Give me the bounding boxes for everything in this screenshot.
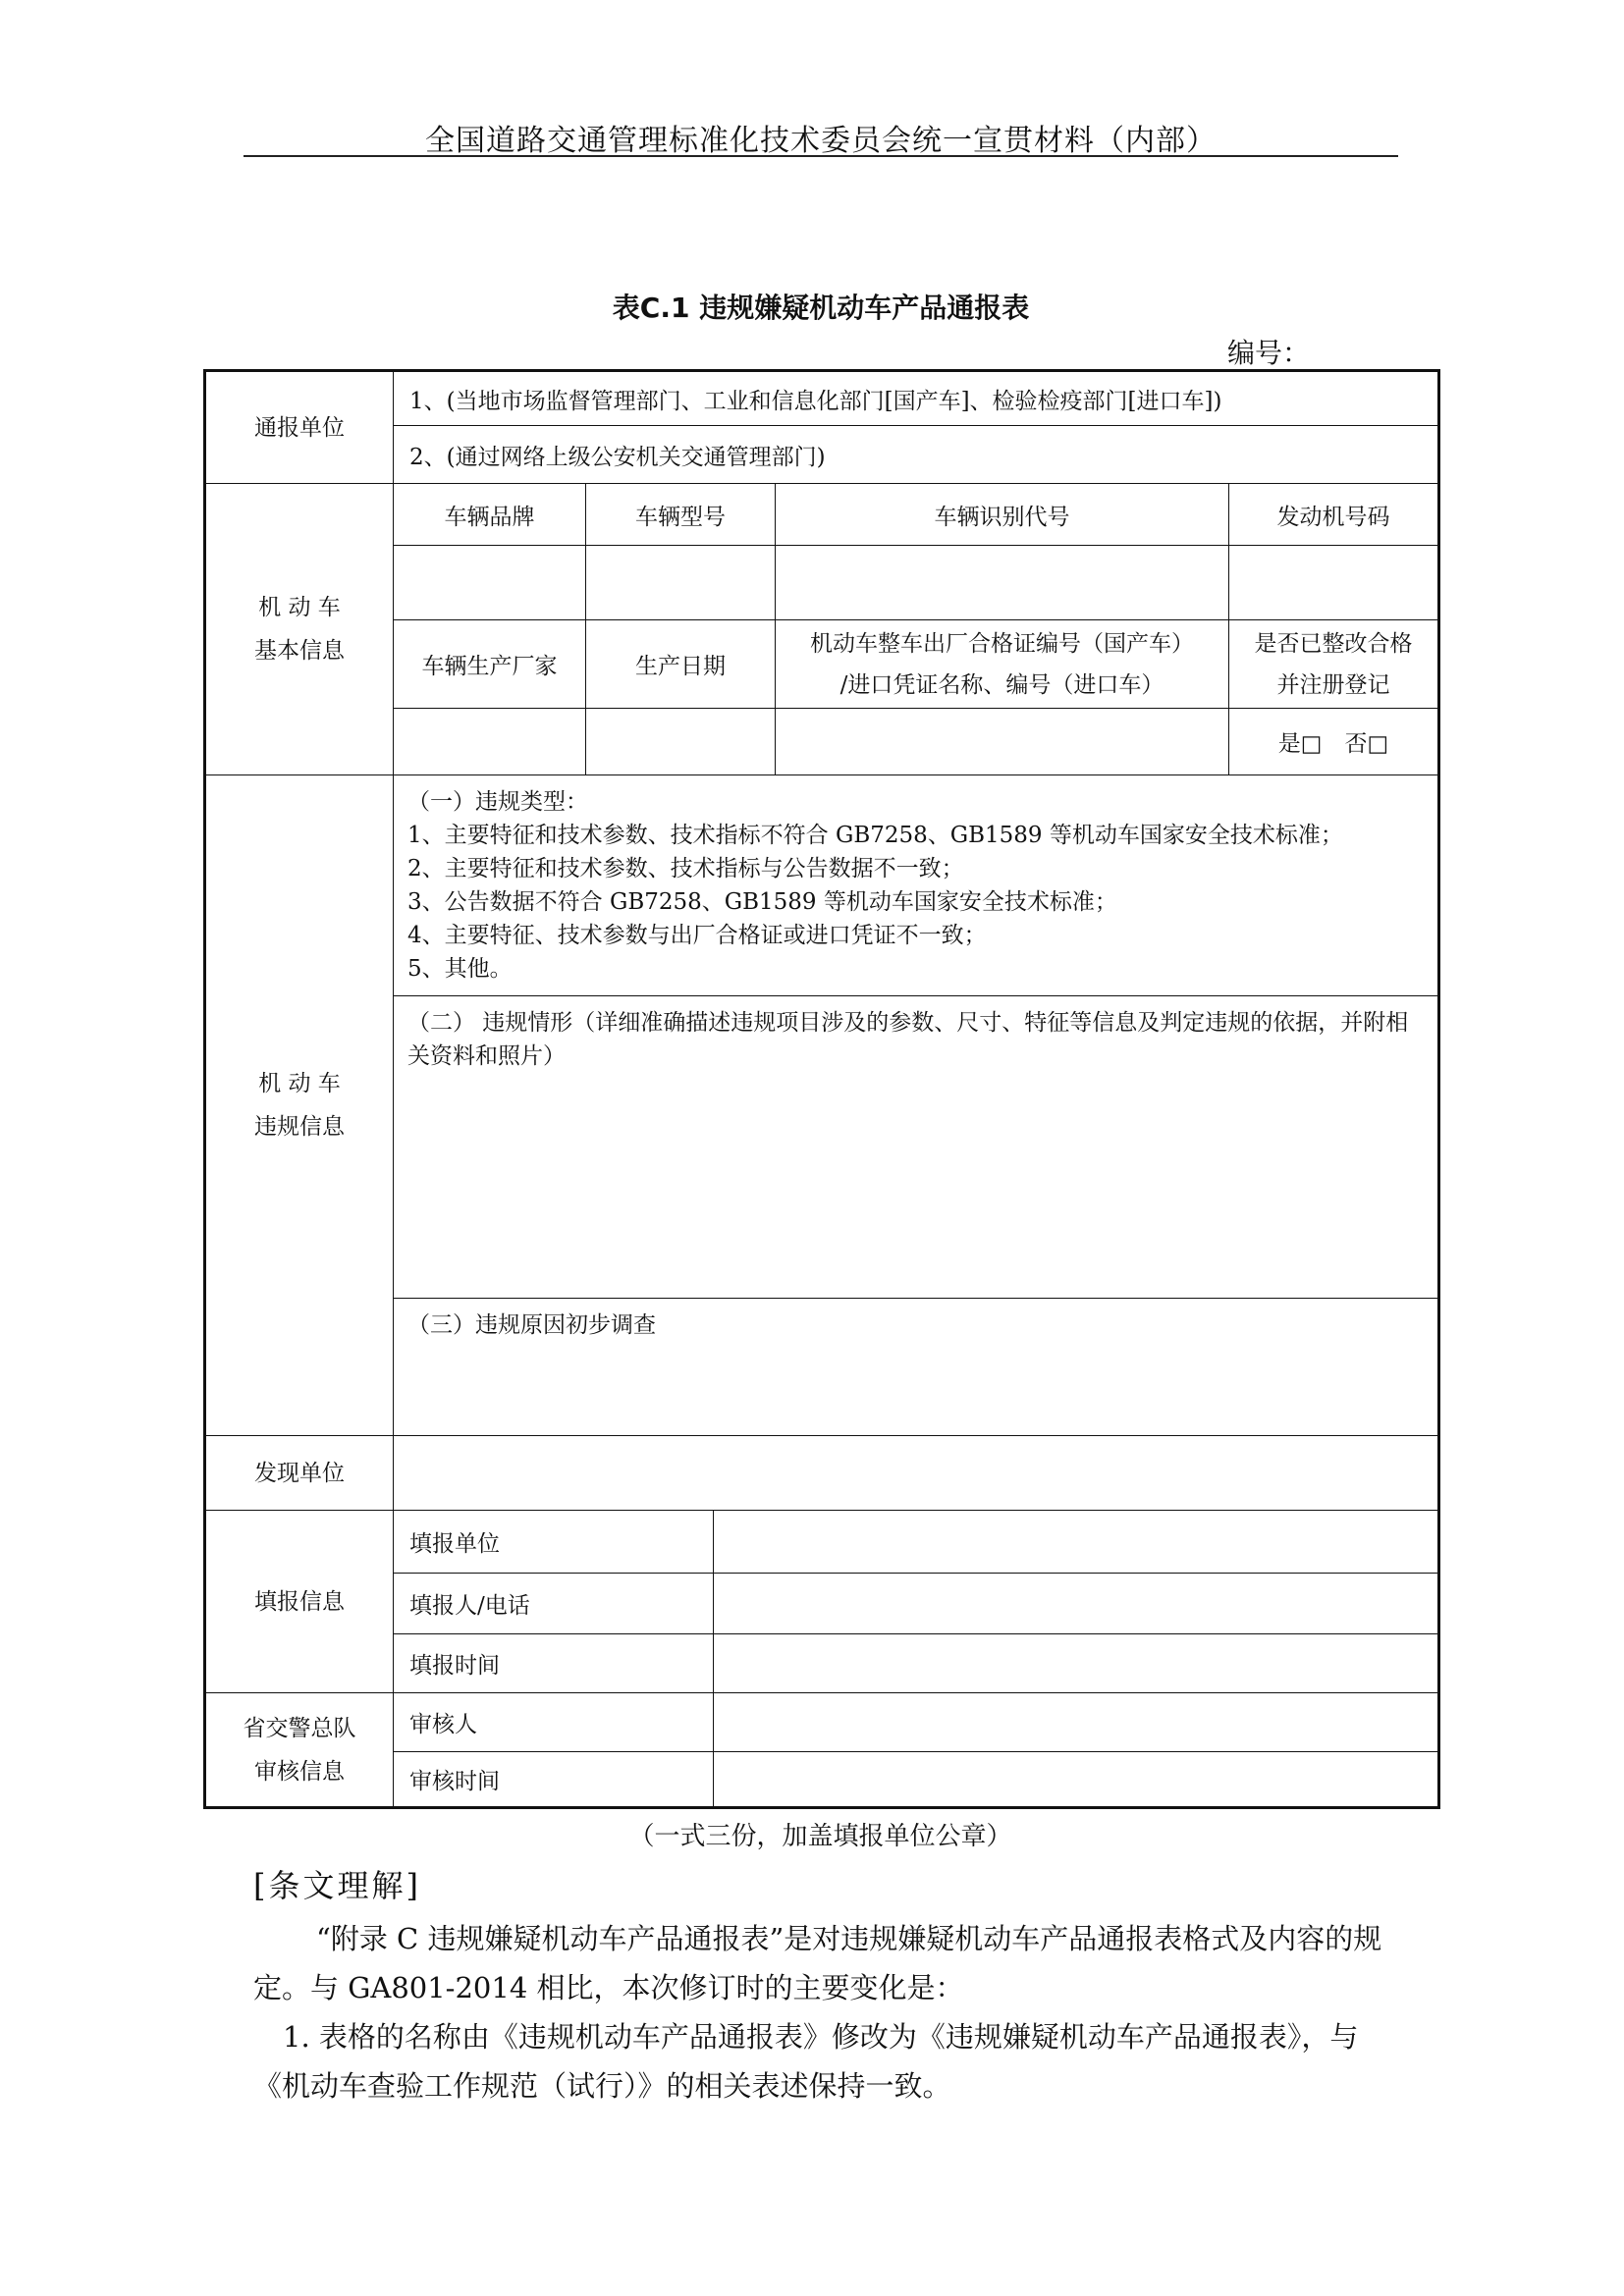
engine-number-cell[interactable] (1229, 546, 1439, 620)
violation-type-2: 2、主要特征和技术参数、技术指标与公告数据不一致； (407, 856, 964, 881)
serial-number-label: 编号： (1227, 337, 1311, 369)
filing-unit-cell[interactable] (714, 1511, 1439, 1574)
header-production-date: 生产日期 (586, 620, 776, 709)
header-certificate (776, 620, 1229, 709)
review-label-line-1: 省交警总队 (243, 1715, 356, 1741)
filing-unit-label: 填报单位 (394, 1511, 714, 1574)
filing-label: 填报信息 (205, 1511, 394, 1693)
rectified-yes-no[interactable]: 是□ 否□ (1229, 709, 1439, 775)
review-time-cell[interactable] (714, 1752, 1439, 1808)
vin-cell[interactable] (776, 546, 1229, 620)
form-footer-note: （一式三份，加盖填报单位公章） (628, 1822, 1012, 1851)
reviewer-label: 审核人 (394, 1693, 714, 1752)
reviewer-cell[interactable] (714, 1693, 1439, 1752)
filing-time-cell[interactable] (714, 1634, 1439, 1693)
filing-person-cell[interactable] (714, 1574, 1439, 1634)
notifier-line-2: 2、(通过网络上级公安机关交通管理部门) (394, 426, 1439, 484)
violation-info-label-line-1: 机 动 车 (258, 1071, 341, 1096)
notification-form-table (203, 369, 1440, 1809)
rectified-line-2: 并注册登记 (1276, 671, 1390, 698)
basic-info-label (205, 484, 394, 775)
discovery-label: 发现单位 (205, 1436, 394, 1511)
basic-info-label-line-1: 机 动 车 (258, 595, 341, 620)
header-vehicle-model: 车辆型号 (586, 484, 776, 546)
running-header: 全国道路交通管理标准化技术委员会统一宣贯材料（内部） (425, 124, 1217, 158)
notifier-line-1: 1、(当地市场监督管理部门、工业和信息化部门[国产车]、检验检疫部门[进口车]) (394, 371, 1439, 426)
filing-person-label: 填报人/电话 (394, 1574, 714, 1634)
violation-type-5: 5、其他。 (407, 956, 513, 982)
production-date-cell[interactable] (586, 709, 776, 775)
interpretation-heading: [条文理解] (253, 1867, 421, 1904)
manufacturer-cell[interactable] (394, 709, 586, 775)
violation-type-1: 1、主要特征和技术参数、技术指标不符合 GB7258、GB1589 等机动车国家安全技术标准； (407, 823, 1343, 848)
violation-cause-cell[interactable] (394, 1299, 1439, 1436)
discovery-cell[interactable] (394, 1436, 1439, 1511)
vehicle-brand-cell[interactable] (394, 546, 586, 620)
review-label-line-2: 审核信息 (254, 1758, 345, 1785)
header-rectified (1229, 620, 1439, 709)
vehicle-model-cell[interactable] (586, 546, 776, 620)
violation-type-4: 4、主要特征、技术参数与出厂合格证或进口凭证不一致； (407, 923, 987, 948)
notifier-label: 通报单位 (205, 371, 394, 484)
violation-circumstance-text: （二） 违规情形（详细准确描述违规项目涉及的参数、尺寸、特征等信息及判定违规的依据，并附相关资料和照片） (407, 1010, 1409, 1069)
rectified-line-1: 是否已整改合格 (1254, 630, 1413, 657)
header-vehicle-brand: 车辆品牌 (394, 484, 586, 546)
interpretation-paragraph-2: 1. 表格的名称由《违规机动车产品通报表》修改为《违规嫌疑机动车产品通报表》，与《机动车查验工作规范（试行）》的相关表述保持一致。 (253, 2020, 1359, 2103)
interpretation-paragraph-1: “附录 C 违规嫌疑机动车产品通报表”是对违规嫌疑机动车产品通报表格式及内容的规定。与 GA801-2014 相比，本次修订时的主要变化是： (253, 1922, 1382, 2004)
violation-info-label (205, 775, 394, 1436)
header-rule (244, 155, 1398, 157)
violation-type-3: 3、公告数据不符合 GB7258、GB1589 等机动车国家安全技术标准； (407, 889, 1117, 915)
violation-circumstance-cell[interactable] (394, 996, 1439, 1299)
review-time-label: 审核时间 (394, 1752, 714, 1808)
certificate-line-2: /进口凭证名称、编号（进口车） (839, 671, 1164, 698)
filing-time-label: 填报时间 (394, 1634, 714, 1693)
table-caption: 表C.1 违规嫌疑机动车产品通报表 (612, 292, 1030, 324)
certificate-cell[interactable] (776, 709, 1229, 775)
violation-types-title: （一）违规类型： (407, 789, 588, 815)
certificate-line-1: 机动车整车出厂合格证编号（国产车） (810, 630, 1194, 657)
violation-info-label-line-2: 违规信息 (254, 1114, 345, 1140)
review-label (205, 1693, 394, 1808)
header-manufacturer: 车辆生产厂家 (394, 620, 586, 709)
violation-types-cell (394, 775, 1439, 996)
violation-cause-text: （三）违规原因初步调查 (407, 1312, 656, 1338)
header-vin: 车辆识别代号 (776, 484, 1229, 546)
header-engine-number: 发动机号码 (1229, 484, 1439, 546)
basic-info-label-line-2: 基本信息 (254, 638, 345, 664)
